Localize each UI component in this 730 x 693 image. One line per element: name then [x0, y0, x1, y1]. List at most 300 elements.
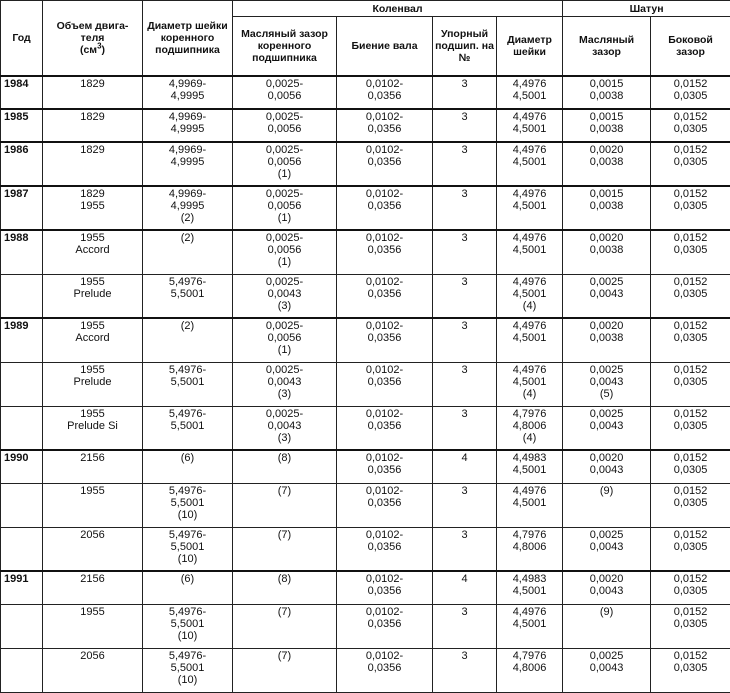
main-oil-clearance-cell-line: 0,0043 [235, 376, 334, 388]
rod-oil-clearance-cell-line: 0,0043 [565, 420, 648, 432]
main-oil-clearance-cell-line: 0,0025- [235, 364, 334, 376]
engine-volume-cell [43, 362, 143, 406]
rod-oil-clearance-cell-line: 0,0025 [565, 408, 648, 420]
side-clearance-cell-line: 0,0305 [653, 497, 728, 509]
shaft-runout-cell-line: 0,0356 [339, 420, 430, 432]
main-journal-cell [143, 648, 233, 692]
rod-oil-clearance-cell-line: (9) [565, 606, 648, 618]
rod-oil-clearance-cell-line: 0,0043 [565, 541, 648, 553]
main-oil-clearance-cell-line: (3) [235, 432, 334, 444]
main-journal-cell-line: (10) [145, 674, 230, 686]
table-body [1, 76, 730, 692]
main-journal-cell-line: 5,4976- [145, 364, 230, 376]
main-oil-clearance-cell-line: (1) [235, 256, 334, 268]
main-journal-cell-line: 4,9969- [145, 78, 230, 90]
side-clearance-cell-line: 0,0152 [653, 232, 728, 244]
side-clearance-cell [651, 483, 730, 527]
main-journal-cell [143, 76, 233, 109]
main-journal-cell [143, 142, 233, 186]
table-row [1, 527, 730, 571]
side-clearance-cell-line: 0,0152 [653, 320, 728, 332]
main-journal-cell-line: 5,4976- [145, 529, 230, 541]
rod-oil-clearance-cell-line: 0,0043 [565, 376, 648, 388]
main-journal-cell [143, 318, 233, 362]
shaft-runout-cell [337, 362, 433, 406]
side-clearance-cell [651, 648, 730, 692]
side-clearance-cell-line: 0,0305 [653, 90, 728, 102]
rod-oil-clearance-cell [563, 76, 651, 109]
table-row [1, 362, 730, 406]
shaft-runout-cell [337, 483, 433, 527]
journal-diameter-cell [497, 109, 563, 142]
main-journal-cell [143, 406, 233, 450]
main-oil-clearance-cell-line: (7) [235, 606, 334, 618]
journal-diameter-cell-line: 4,5001 [499, 244, 560, 256]
main-journal-cell-line: 4,9969- [145, 188, 230, 200]
journal-diameter-cell-line: 4,7976 [499, 650, 560, 662]
side-clearance-cell [651, 109, 730, 142]
year-cell [1, 274, 43, 318]
main-oil-clearance-cell-line: 0,0056 [235, 244, 334, 256]
header-journal-diameter: Диаметр шейки [497, 17, 563, 77]
main-journal-cell-line: (10) [145, 630, 230, 642]
side-clearance-cell-line: 0,0305 [653, 420, 728, 432]
thrust-bearing-cell: 3 [433, 142, 497, 186]
journal-diameter-cell-line: 4,4976 [499, 144, 560, 156]
engine-volume-cell-line: 1829 [45, 78, 140, 90]
main-oil-clearance-cell [233, 450, 337, 483]
journal-diameter-cell [497, 450, 563, 483]
main-journal-cell [143, 450, 233, 483]
rod-oil-clearance-cell [563, 527, 651, 571]
thrust-bearing-cell: 3 [433, 604, 497, 648]
side-clearance-cell-line: 0,0152 [653, 144, 728, 156]
engine-volume-cell-line: 1829 [45, 188, 140, 200]
side-clearance-cell [651, 186, 730, 230]
shaft-runout-cell [337, 186, 433, 230]
side-clearance-cell [651, 406, 730, 450]
journal-diameter-cell-line: 4,5001 [499, 288, 560, 300]
shaft-runout-cell [337, 230, 433, 274]
shaft-runout-cell [337, 406, 433, 450]
shaft-runout-cell-line: 0,0356 [339, 376, 430, 388]
shaft-runout-cell-line: 0,0356 [339, 497, 430, 509]
main-journal-cell-line: 5,5001 [145, 420, 230, 432]
side-clearance-cell-line: 0,0305 [653, 123, 728, 135]
table-row [1, 450, 730, 483]
main-oil-clearance-cell [233, 483, 337, 527]
main-oil-clearance-cell-line: 0,0025- [235, 78, 334, 90]
header-rod-oil-clearance: Масляный зазор [563, 17, 651, 77]
year-cell [1, 483, 43, 527]
table-row [1, 76, 730, 109]
journal-diameter-cell [497, 406, 563, 450]
side-clearance-cell [651, 274, 730, 318]
shaft-runout-cell-line: 0,0356 [339, 662, 430, 674]
main-oil-clearance-cell-line: (1) [235, 344, 334, 356]
rod-oil-clearance-cell-line: 0,0038 [565, 244, 648, 256]
side-clearance-cell [651, 450, 730, 483]
side-clearance-cell-line: 0,0305 [653, 288, 728, 300]
rod-oil-clearance-cell-line: 0,0038 [565, 123, 648, 135]
main-journal-cell-line: (6) [145, 573, 230, 585]
journal-diameter-cell [497, 571, 563, 604]
rod-oil-clearance-cell [563, 186, 651, 230]
engine-volume-cell [43, 230, 143, 274]
main-oil-clearance-cell-line: (7) [235, 529, 334, 541]
journal-diameter-cell-line: 4,5001 [499, 497, 560, 509]
side-clearance-cell [651, 76, 730, 109]
main-journal-cell [143, 109, 233, 142]
journal-diameter-cell [497, 274, 563, 318]
side-clearance-cell [651, 142, 730, 186]
main-oil-clearance-cell-line: 0,0025- [235, 144, 334, 156]
rod-oil-clearance-cell-line: (5) [565, 388, 648, 400]
side-clearance-cell-line: 0,0152 [653, 606, 728, 618]
engine-volume-cell-line: 1955 [45, 364, 140, 376]
main-oil-clearance-cell-line: 0,0056 [235, 200, 334, 212]
main-journal-cell [143, 274, 233, 318]
header-engine-volume-line2: теля [45, 32, 140, 44]
main-journal-cell-line: 4,9995 [145, 200, 230, 212]
thrust-bearing-cell: 3 [433, 318, 497, 362]
rod-oil-clearance-cell-line: 0,0015 [565, 111, 648, 123]
main-journal-cell [143, 604, 233, 648]
header-year: Год [1, 1, 43, 77]
engine-volume-cell-line: 2056 [45, 650, 140, 662]
table-row [1, 483, 730, 527]
shaft-runout-cell-line: 0,0102- [339, 276, 430, 288]
table-row [1, 142, 730, 186]
side-clearance-cell-line: 0,0305 [653, 156, 728, 168]
shaft-runout-cell-line: 0,0102- [339, 485, 430, 497]
main-journal-cell-line: (6) [145, 452, 230, 464]
engine-volume-cell-line: 2056 [45, 529, 140, 541]
main-journal-cell-line: (2) [145, 212, 230, 224]
main-journal-cell-line: (10) [145, 553, 230, 565]
main-oil-clearance-cell [233, 648, 337, 692]
table-row [1, 406, 730, 450]
rod-oil-clearance-cell-line: 0,0020 [565, 232, 648, 244]
journal-diameter-cell [497, 483, 563, 527]
header-main-journal-diameter: Диаметр шейки коренного подшипника [143, 1, 233, 77]
side-clearance-cell-line: 0,0305 [653, 464, 728, 476]
main-journal-cell-line: 4,9995 [145, 156, 230, 168]
rod-oil-clearance-cell-line: 0,0025 [565, 529, 648, 541]
main-journal-cell-line: 5,4976- [145, 485, 230, 497]
side-clearance-cell-line: 0,0305 [653, 541, 728, 553]
engine-volume-cell [43, 450, 143, 483]
year-cell: 1988 [1, 230, 43, 274]
main-oil-clearance-cell-line: (1) [235, 168, 334, 180]
shaft-runout-cell-line: 0,0356 [339, 200, 430, 212]
journal-diameter-cell [497, 76, 563, 109]
rod-oil-clearance-cell [563, 483, 651, 527]
main-oil-clearance-cell-line: 0,0025- [235, 408, 334, 420]
rod-oil-clearance-cell [563, 604, 651, 648]
shaft-runout-cell-line: 0,0102- [339, 232, 430, 244]
rod-oil-clearance-cell-line: 0,0038 [565, 156, 648, 168]
main-oil-clearance-cell-line: 0,0025- [235, 188, 334, 200]
thrust-bearing-cell: 3 [433, 527, 497, 571]
journal-diameter-cell-line: 4,8006 [499, 662, 560, 674]
journal-diameter-cell [497, 142, 563, 186]
main-oil-clearance-cell-line: (8) [235, 452, 334, 464]
main-journal-cell [143, 527, 233, 571]
engine-volume-cell-line: 1955 [45, 232, 140, 244]
journal-diameter-cell-line: 4,4976 [499, 606, 560, 618]
rod-oil-clearance-cell [563, 450, 651, 483]
header-crankshaft-group: Коленвал [233, 1, 563, 17]
year-cell: 1984 [1, 76, 43, 109]
shaft-runout-cell [337, 571, 433, 604]
shaft-runout-cell-line: 0,0356 [339, 288, 430, 300]
rod-oil-clearance-cell-line: 0,0043 [565, 662, 648, 674]
thrust-bearing-cell: 4 [433, 571, 497, 604]
engine-volume-cell [43, 571, 143, 604]
shaft-runout-cell-line: 0,0102- [339, 529, 430, 541]
side-clearance-cell [651, 527, 730, 571]
main-oil-clearance-cell [233, 109, 337, 142]
side-clearance-cell-line: 0,0152 [653, 78, 728, 90]
rod-oil-clearance-cell-line: 0,0038 [565, 200, 648, 212]
main-oil-clearance-cell-line: (7) [235, 485, 334, 497]
journal-diameter-cell-line: 4,5001 [499, 90, 560, 102]
journal-diameter-cell-line: 4,5001 [499, 585, 560, 597]
rod-oil-clearance-cell [563, 109, 651, 142]
side-clearance-cell-line: 0,0152 [653, 452, 728, 464]
main-oil-clearance-cell-line: 0,0043 [235, 420, 334, 432]
header-connecting-rod-group: Шатун [563, 1, 730, 17]
main-oil-clearance-cell-line: 0,0025- [235, 232, 334, 244]
engine-volume-cell-line: Prelude [45, 288, 140, 300]
main-journal-cell [143, 362, 233, 406]
main-journal-cell [143, 230, 233, 274]
table-row [1, 230, 730, 274]
rod-oil-clearance-cell-line: 0,0015 [565, 78, 648, 90]
side-clearance-cell [651, 604, 730, 648]
year-cell: 1990 [1, 450, 43, 483]
journal-diameter-cell-line: 4,5001 [499, 464, 560, 476]
shaft-runout-cell [337, 604, 433, 648]
main-journal-cell-line: (10) [145, 509, 230, 521]
main-oil-clearance-cell [233, 274, 337, 318]
main-oil-clearance-cell [233, 362, 337, 406]
journal-diameter-cell [497, 362, 563, 406]
main-journal-cell-line: 5,5001 [145, 288, 230, 300]
journal-diameter-cell-line: 4,5001 [499, 618, 560, 630]
engine-volume-cell-line: 1955 [45, 408, 140, 420]
table-row [1, 274, 730, 318]
year-cell: 1989 [1, 318, 43, 362]
year-cell [1, 362, 43, 406]
main-oil-clearance-cell-line: 0,0025- [235, 276, 334, 288]
engine-volume-cell-line: Prelude [45, 376, 140, 388]
side-clearance-cell-line: 0,0152 [653, 529, 728, 541]
thrust-bearing-cell: 3 [433, 76, 497, 109]
journal-diameter-cell-line: (4) [499, 388, 560, 400]
main-journal-cell-line: 5,5001 [145, 497, 230, 509]
main-journal-cell-line: (2) [145, 232, 230, 244]
engine-volume-cell [43, 142, 143, 186]
main-oil-clearance-cell-line: (1) [235, 212, 334, 224]
year-cell [1, 527, 43, 571]
shaft-runout-cell-line: 0,0102- [339, 111, 430, 123]
shaft-runout-cell [337, 318, 433, 362]
table-row [1, 604, 730, 648]
header-shaft-runout: Биение вала [337, 17, 433, 77]
thrust-bearing-cell: 3 [433, 109, 497, 142]
journal-diameter-cell-line: 4,4976 [499, 232, 560, 244]
shaft-runout-cell-line: 0,0102- [339, 188, 430, 200]
engine-volume-cell-line: 1829 [45, 111, 140, 123]
engine-volume-cell [43, 604, 143, 648]
journal-diameter-cell [497, 648, 563, 692]
engine-volume-cell [43, 109, 143, 142]
side-clearance-cell-line: 0,0305 [653, 618, 728, 630]
shaft-runout-cell-line: 0,0356 [339, 541, 430, 553]
year-cell: 1987 [1, 186, 43, 230]
shaft-runout-cell-line: 0,0102- [339, 320, 430, 332]
table-row [1, 109, 730, 142]
thrust-bearing-cell: 3 [433, 230, 497, 274]
shaft-runout-cell-line: 0,0102- [339, 364, 430, 376]
journal-diameter-cell-line: 4,5001 [499, 376, 560, 388]
main-oil-clearance-cell-line: (8) [235, 573, 334, 585]
side-clearance-cell [651, 230, 730, 274]
main-journal-cell-line: 4,9969- [145, 144, 230, 156]
main-journal-cell [143, 571, 233, 604]
rod-oil-clearance-cell [563, 142, 651, 186]
journal-diameter-cell-line: 4,5001 [499, 156, 560, 168]
rod-oil-clearance-cell [563, 648, 651, 692]
engine-volume-cell-line: 1955 [45, 276, 140, 288]
main-oil-clearance-cell-line: 0,0025- [235, 111, 334, 123]
main-oil-clearance-cell [233, 76, 337, 109]
engine-volume-cell-line: 2156 [45, 452, 140, 464]
main-journal-cell-line: 5,4976- [145, 650, 230, 662]
engine-volume-cell [43, 274, 143, 318]
main-journal-cell [143, 483, 233, 527]
header-side-clearance: Боковой зазор [651, 17, 730, 77]
journal-diameter-cell-line: 4,4976 [499, 78, 560, 90]
year-cell: 1986 [1, 142, 43, 186]
year-cell [1, 604, 43, 648]
year-cell: 1985 [1, 109, 43, 142]
year-cell: 1991 [1, 571, 43, 604]
main-oil-clearance-cell-line: 0,0056 [235, 123, 334, 135]
shaft-runout-cell [337, 527, 433, 571]
thrust-bearing-cell: 3 [433, 362, 497, 406]
engine-volume-cell [43, 406, 143, 450]
side-clearance-cell [651, 571, 730, 604]
rod-oil-clearance-cell [563, 318, 651, 362]
shaft-runout-cell-line: 0,0102- [339, 78, 430, 90]
main-journal-cell-line: 5,5001 [145, 376, 230, 388]
table-row [1, 648, 730, 692]
journal-diameter-cell-line: 4,4983 [499, 452, 560, 464]
engine-volume-cell-line: Prelude Si [45, 420, 140, 432]
journal-diameter-cell-line: (4) [499, 432, 560, 444]
side-clearance-cell-line: 0,0152 [653, 276, 728, 288]
header-main-oil-clearance: Масляный зазор коренного подшипника [233, 17, 337, 77]
engine-volume-cell-line: 1829 [45, 144, 140, 156]
main-journal-cell-line: 4,9995 [145, 123, 230, 135]
shaft-runout-cell-line: 0,0356 [339, 332, 430, 344]
header-thrust-bearing: Упорный подшип. на № [433, 17, 497, 77]
main-journal-cell-line: 5,4976- [145, 408, 230, 420]
journal-diameter-cell-line: 4,5001 [499, 123, 560, 135]
rod-oil-clearance-cell-line: 0,0043 [565, 464, 648, 476]
journal-diameter-cell-line: 4,8006 [499, 420, 560, 432]
journal-diameter-cell [497, 318, 563, 362]
thrust-bearing-cell: 4 [433, 450, 497, 483]
engine-volume-cell [43, 483, 143, 527]
thrust-bearing-cell: 3 [433, 406, 497, 450]
engine-volume-cell-line: 1955 [45, 485, 140, 497]
main-journal-cell-line: 5,4976- [145, 276, 230, 288]
shaft-runout-cell-line: 0,0102- [339, 573, 430, 585]
shaft-runout-cell-line: 0,0356 [339, 156, 430, 168]
main-oil-clearance-cell [233, 186, 337, 230]
rod-oil-clearance-cell-line: 0,0025 [565, 276, 648, 288]
journal-diameter-cell-line: 4,4976 [499, 364, 560, 376]
main-oil-clearance-cell-line: (3) [235, 388, 334, 400]
side-clearance-cell-line: 0,0305 [653, 376, 728, 388]
engine-volume-cell-line: 1955 [45, 320, 140, 332]
main-journal-cell-line: 5,5001 [145, 541, 230, 553]
side-clearance-cell-line: 0,0152 [653, 485, 728, 497]
thrust-bearing-cell: 3 [433, 186, 497, 230]
engine-volume-cell [43, 648, 143, 692]
shaft-runout-cell [337, 274, 433, 318]
shaft-runout-cell-line: 0,0102- [339, 452, 430, 464]
journal-diameter-cell-line: 4,7976 [499, 529, 560, 541]
rod-oil-clearance-cell [563, 274, 651, 318]
journal-diameter-cell-line: 4,5001 [499, 200, 560, 212]
journal-diameter-cell-line: 4,4976 [499, 188, 560, 200]
shaft-runout-cell-line: 0,0102- [339, 606, 430, 618]
rod-oil-clearance-cell-line: 0,0015 [565, 188, 648, 200]
rod-oil-clearance-cell-line: 0,0043 [565, 585, 648, 597]
main-oil-clearance-cell [233, 571, 337, 604]
main-journal-cell-line: 4,9969- [145, 111, 230, 123]
main-journal-cell-line: (2) [145, 320, 230, 332]
rod-oil-clearance-cell-line: (9) [565, 485, 648, 497]
shaft-runout-cell-line: 0,0356 [339, 585, 430, 597]
rod-oil-clearance-cell [563, 571, 651, 604]
rod-oil-clearance-cell [563, 362, 651, 406]
shaft-runout-cell-line: 0,0356 [339, 123, 430, 135]
side-clearance-cell-line: 0,0305 [653, 332, 728, 344]
journal-diameter-cell [497, 230, 563, 274]
journal-diameter-cell-line: 4,7976 [499, 408, 560, 420]
shaft-runout-cell [337, 142, 433, 186]
shaft-runout-cell-line: 0,0356 [339, 464, 430, 476]
journal-diameter-cell [497, 527, 563, 571]
side-clearance-cell-line: 0,0152 [653, 573, 728, 585]
engine-volume-cell [43, 318, 143, 362]
main-oil-clearance-cell-line: 0,0025- [235, 320, 334, 332]
main-journal-cell-line: 5,5001 [145, 618, 230, 630]
shaft-runout-cell-line: 0,0356 [339, 244, 430, 256]
journal-diameter-cell-line: (4) [499, 300, 560, 312]
main-oil-clearance-cell [233, 406, 337, 450]
rod-oil-clearance-cell-line: 0,0020 [565, 452, 648, 464]
rod-oil-clearance-cell-line: 0,0025 [565, 650, 648, 662]
main-oil-clearance-cell [233, 142, 337, 186]
engine-volume-cell [43, 186, 143, 230]
